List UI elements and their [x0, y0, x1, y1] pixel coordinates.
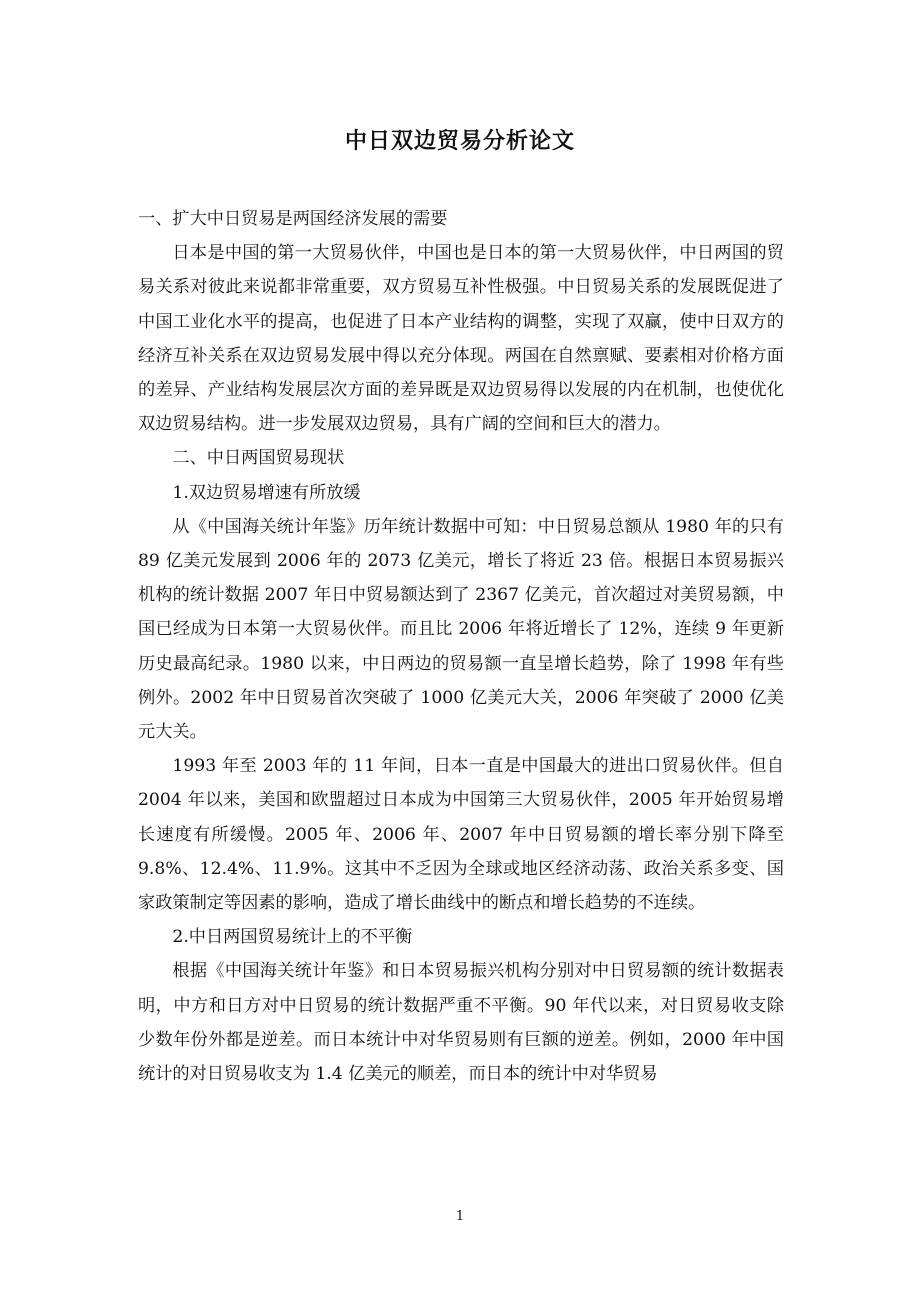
document-body — [138, 202, 784, 1091]
paragraph-2: 从《中国海关统计年鉴》历年统计数据中可知：中日贸易总额从 1980 年的只有 89 亿美元发展到 2006 年的 2073 亿美元，增长了将近 23 倍。根据日本贸易振兴机构的统计数据 2007 年日中贸易额达到了 2367 亿美元，首次超过对美贸易额，中国已经成为日本第一大贸易伙伴。而且比 2006 年将近增长了 12%，连续 9 年更新历史最高纪录。1980 以来，中日两边的贸易额一直呈增长趋势，除了 1998 年有些例外。2002 年中日贸易首次突破了 1000 亿美元大关，2006 年突破了 2000 亿美元大关。 — [138, 516, 784, 743]
page-number: 1 — [455, 1209, 465, 1224]
subsection-heading-2: 2.中日两国贸易统计上的不平衡 — [172, 927, 413, 948]
paragraph-4: 根据《中国海关统计年鉴》和日本贸易振兴机构分别对中日贸易额的统计数据表明，中方和日方对中日贸易的统计数据严重不平衡。90 年代以来，对日贸易收支除少数年份外都是逆差。而日本统计中对华贸易则有巨额的逆差。例如，2000 年中国统计的对日贸易收支为 1.4 亿美元的顺差，而日本的统计中对华贸易 — [138, 961, 784, 1085]
section-heading-2: 二、中日两国贸易现状 — [172, 448, 345, 469]
subsection-heading-1: 1.双边贸易增速有所放缓 — [172, 482, 361, 503]
document-title: 中日双边贸易分析论文 — [344, 128, 575, 154]
paragraph-3: 1993 年至 2003 年的 11 年间，日本一直是中国最大的进出口贸易伙伴。但自 2004 年以来，美国和欧盟超过日本成为中国第三大贸易伙伴，2005 年开始贸易增长速度有所缓慢。2005 年、2006 年、2007 年中日贸易额的增长率分别下降至 9.8%、12.4%、11.9%。这其中不乏因为全球或地区经济动荡、政治关系多变、国家政策制定等因素的影响，造成了增长曲线中的断点和增长趋势的不连续。 — [138, 756, 784, 914]
section-heading-1: 一、扩大中日贸易是两国经济发展的需要 — [138, 209, 448, 229]
paragraph-1: 日本是中国的第一大贸易伙伴，中国也是日本的第一大贸易伙伴，中日两国的贸易关系对彼此来说都非常重要，双方贸易互补性极强。中日贸易关系的发展既促进了中国工业化水平的提高，也促进了日本产业结构的调整，实现了双赢，使中日双方的经济互补关系在双边贸易发展中得以充分体现。两国在自然禀赋、要素相对价格方面的差异、产业结构发展层次方面的差异既是双边贸易得以发展的内在机制，也使优化双边贸易结构。进一步发展双边贸易，具有广阔的空间和巨大的潜力。 — [138, 243, 784, 435]
